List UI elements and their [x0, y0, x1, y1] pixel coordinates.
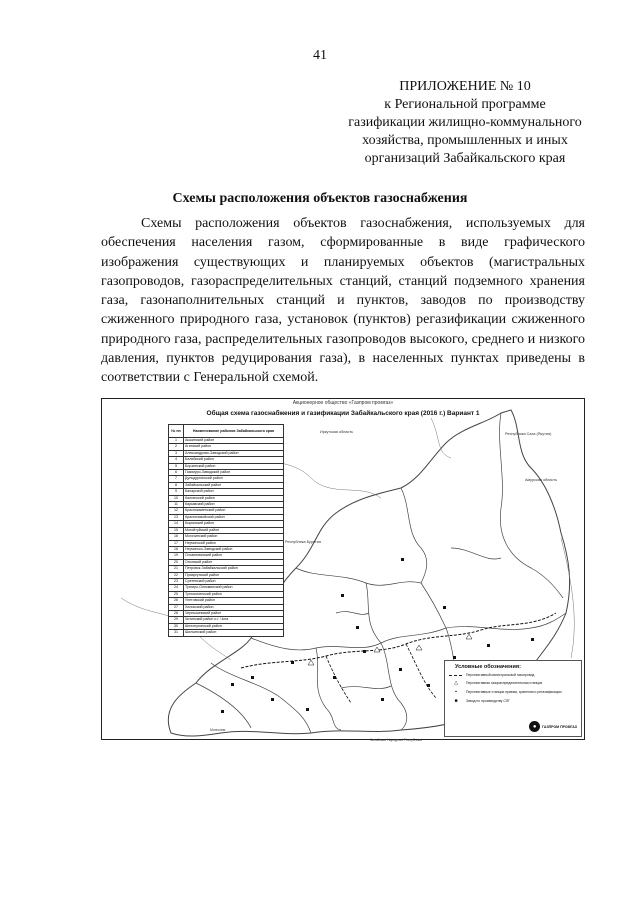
district-name: Красночикойский район [184, 514, 284, 520]
map-title: Общая схема газоснабжения и газификации Забайкальского края (2016 г.) Вариант 1 [206, 410, 480, 417]
table-row [169, 630, 284, 636]
district-name: Шилкинский район [184, 630, 284, 636]
appendix-line: ПРИЛОЖЕНИЕ № 10 [399, 79, 531, 94]
legend-title: Условные обозначения: [455, 664, 521, 670]
legend-label: Перспективный магистральный газопровод [466, 673, 535, 677]
legend-label: Перспективные станции приема, хранения и регазификации [466, 690, 562, 694]
map-label: Иркутская область [320, 430, 354, 434]
district-table [168, 424, 284, 637]
district-name: Газимуро-Заводский район [184, 470, 284, 476]
district-number: 22 [169, 572, 184, 578]
district-number: 27 [169, 604, 184, 610]
district-number: 26 [169, 598, 184, 604]
district-number: 30 [169, 623, 184, 629]
column-header: Наименование районов Забайкальского края [184, 425, 284, 438]
district-name: Улетовский район [184, 598, 284, 604]
legend-item [449, 673, 581, 677]
district-number: 12 [169, 508, 184, 514]
page-number: 41 [313, 48, 327, 63]
legend-label: Завод по производству СПГ [466, 699, 511, 703]
legend-item [449, 689, 581, 695]
district-number: 3 [169, 450, 184, 456]
district-number: 23 [169, 578, 184, 584]
flame-icon: ● [529, 721, 540, 732]
district-number: 13 [169, 514, 184, 520]
district-number: 15 [169, 527, 184, 533]
section-heading: Схемы расположения объектов газоснабжения [172, 191, 468, 206]
map-header: Акционерное общество «Газпром промгаз» [292, 400, 394, 406]
district-number: 21 [169, 566, 184, 572]
district-name: Каларский район [184, 489, 284, 495]
district-number: 11 [169, 502, 184, 508]
district-name: Краснокаменский район [184, 508, 284, 514]
district-number: 7 [169, 476, 184, 482]
table-header-row [169, 425, 284, 438]
district-name: Хилокский район [184, 604, 284, 610]
map-label: Монголия [210, 728, 226, 732]
district-number: 20 [169, 559, 184, 565]
district-name: Оловяннинский район [184, 553, 284, 559]
district-name: Забайкальский район [184, 482, 284, 488]
district-number: 14 [169, 521, 184, 527]
district-name: Приаргунский район [184, 572, 284, 578]
district-number: 2 [169, 444, 184, 450]
appendix-line: к Региональной программе [384, 97, 546, 112]
district-name: Могойтуйский район [184, 527, 284, 533]
map-label: Республика Бурятия [285, 540, 321, 544]
district-name: Сретенский район [184, 578, 284, 584]
district-name: Тунгиро-Олекминский район [184, 585, 284, 591]
district-number: 25 [169, 591, 184, 597]
map-legend [444, 660, 582, 737]
map-label: Амурская область [525, 478, 558, 482]
district-number: 28 [169, 610, 184, 616]
triangle-icon: △ [454, 680, 458, 686]
district-number: 17 [169, 540, 184, 546]
district-name: Балейский район [184, 457, 284, 463]
district-name: Дульдургинский район [184, 476, 284, 482]
appendix-line: газификации жилищно-коммунального [348, 115, 582, 130]
district-number: 16 [169, 534, 184, 540]
district-number: 18 [169, 546, 184, 552]
district-number: 10 [169, 495, 184, 501]
district-name: Кыринский район [184, 521, 284, 527]
legend-item [449, 698, 581, 704]
district-name: Александрово-Заводский район [184, 450, 284, 456]
district-name: Нерчинско-Заводский район [184, 546, 284, 552]
small-square-icon: ▪ [455, 689, 457, 695]
map-label: Республика Саха (Якутия) [505, 432, 552, 436]
district-number: 5 [169, 463, 184, 469]
column-header: № пп [169, 425, 184, 438]
gazprom-logo [529, 721, 577, 732]
district-name: Ононский район [184, 559, 284, 565]
district-name: Читинский район и г. Чита [184, 617, 284, 623]
district-name: Чернышевский район [184, 610, 284, 616]
district-name: Тунгокоченский район [184, 591, 284, 597]
large-square-icon: ■ [454, 698, 458, 704]
district-number: 24 [169, 585, 184, 591]
pipeline-line-icon [449, 675, 462, 676]
district-number: 9 [169, 489, 184, 495]
district-number: 8 [169, 482, 184, 488]
district-number: 31 [169, 630, 184, 636]
district-name: Петровск-Забайкальский район [184, 566, 284, 572]
district-name: Шелопугинский район [184, 623, 284, 629]
legend-item [449, 680, 581, 686]
appendix-line: организаций Забайкальского края [364, 151, 566, 166]
map-label: Китайская Народная Республика [370, 738, 422, 742]
district-name: Агинский район [184, 444, 284, 450]
district-name: Нерчинский район [184, 540, 284, 546]
district-number: 19 [169, 553, 184, 559]
district-name: Карымский район [184, 502, 284, 508]
district-name: Борзинский район [184, 463, 284, 469]
district-name: Калганский район [184, 495, 284, 501]
body-paragraph: Схемы расположения объектов газоснабжения, используемых для обеспечения населения газом, сформированные в виде графического изображения существующих и планируемых объектов (магистральных газопроводов, газораспределительных станций, станций подземного хранения газа, газонаполнительных станций и пунктов, заводов по производству сжиженного природного газа, установок (пунктов) регазификации сжиженного природного газа, распределительных газопроводов высокого, среднего и низкого давления, пунктов редуцирования газа), в населенных пунктах приведены в соответствии с Генеральной схемой. [101, 216, 585, 386]
district-number: 1 [169, 438, 184, 444]
appendix-header [335, 78, 595, 168]
legend-label: Перспективная газораспределительная станция [466, 681, 543, 685]
district-number: 6 [169, 470, 184, 476]
district-number: 4 [169, 457, 184, 463]
district-name: Акшинский район [184, 438, 284, 444]
district-name: Могочинский район [184, 534, 284, 540]
logo-text: ГАЗПРОМ ПРОМГАЗ [542, 724, 577, 729]
district-number: 29 [169, 617, 184, 623]
appendix-line: хозяйства, промышленных и иных [362, 133, 568, 148]
